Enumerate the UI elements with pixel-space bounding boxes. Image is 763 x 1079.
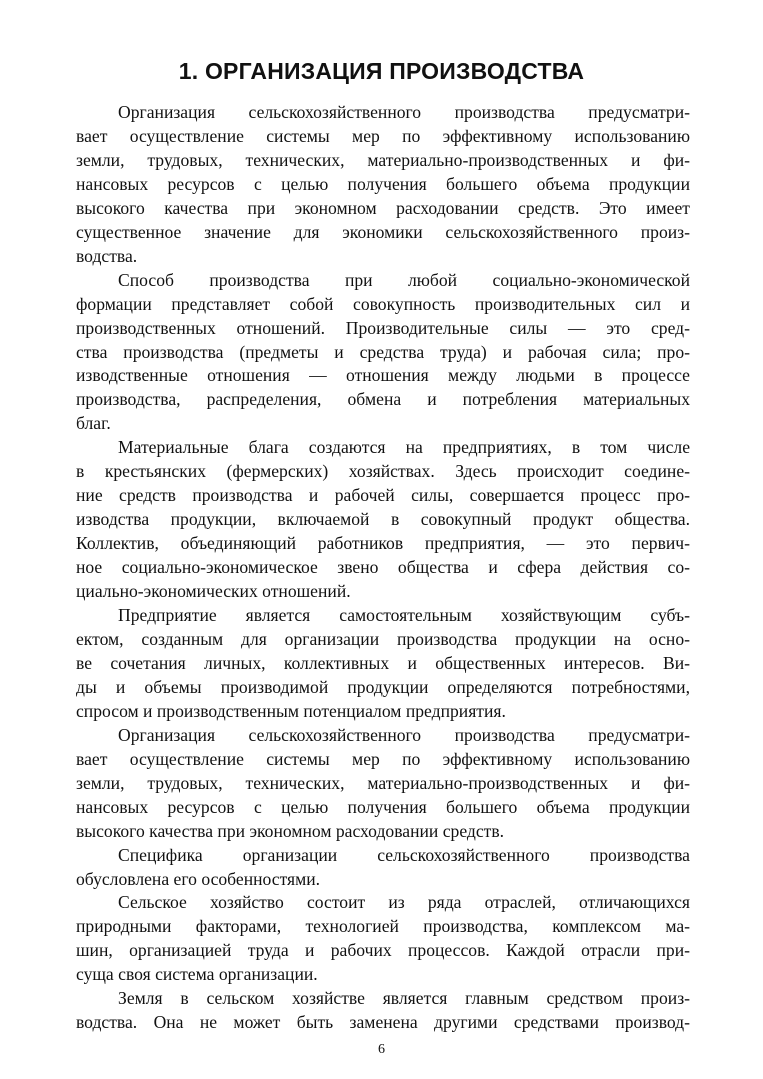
- text-line: производственных отношений. Производительные силы — это сред-: [76, 317, 690, 338]
- text-line: высокого качества при экономном расходовании средств.: [76, 820, 505, 841]
- text-line: производства, распределения, обмена и потребления материальных: [76, 389, 690, 410]
- text-line: высокого качества при экономном расходовании средств. Это имеет: [76, 197, 690, 218]
- text-line: природными факторами, технологией производства, комплексом ма-: [76, 916, 690, 937]
- text-line: Коллектив, объединяющий работников предприятия, — это первич-: [76, 533, 690, 554]
- text-line: Способ производства при любой социально-экономической: [118, 269, 690, 290]
- text-line: нансовых ресурсов с целью получения большего объема продукции: [76, 796, 690, 817]
- text-line: спросом и производственным потенциалом предприятия.: [76, 700, 506, 721]
- page-number: 6: [378, 1042, 385, 1057]
- text-line: изводственные отношения — отношения между людьми в процессе: [76, 365, 690, 386]
- text-line: шин, организацией труда и рабочих процессов. Каждой отрасли при-: [76, 940, 690, 961]
- text-line: земли, трудовых, технических, материально-производственных и фи-: [76, 149, 690, 170]
- text-line: вает осуществление системы мер по эффективному использованию: [76, 125, 690, 146]
- paragraph: [76, 891, 690, 987]
- text-line: земли, трудовых, технических, материально-производственных и фи-: [76, 772, 690, 793]
- text-line: изводства продукции, включаемой в совокупный продукт общества.: [76, 509, 690, 530]
- text-line: водства.: [76, 245, 138, 266]
- paragraph: [76, 604, 690, 724]
- text-line: ектом, созданным для организации производства продукции на осно-: [76, 628, 690, 649]
- text-line: в крестьянских (фермерских) хозяйствах. Здесь происходит соедине-: [76, 461, 690, 482]
- text-line: суща своя система организации.: [76, 964, 318, 985]
- text-line: обусловлена его особенностями.: [76, 868, 321, 889]
- paragraph: [76, 101, 690, 269]
- text-line: ды и объемы производимой продукции определяются потребностями,: [76, 676, 690, 697]
- text-line: циально-экономических отношений.: [76, 581, 351, 602]
- text-line: ве сочетания личных, коллективных и общественных интересов. Ви-: [76, 652, 690, 673]
- text-line: ние средств производства и рабочей силы, совершается процесс про-: [76, 485, 690, 506]
- text-line: Организация сельскохозяйственного производства предусматри-: [118, 724, 690, 745]
- text-line: ства производства (предметы и средства труда) и рабочая сила; про-: [76, 341, 690, 362]
- text-line: водства. Она не может быть заменена другими средствами производ-: [76, 1012, 690, 1033]
- text-line: Материальные блага создаются на предприятиях, в том числе: [118, 437, 690, 458]
- paragraph: [76, 269, 690, 437]
- paragraph: [76, 724, 690, 844]
- text-line: формации представляет собой совокупность производительных сил и: [76, 293, 690, 314]
- paragraph: [76, 436, 690, 604]
- text-line: благ.: [76, 413, 111, 434]
- text-line: нансовых ресурсов с целью получения большего объема продукции: [76, 173, 690, 194]
- text-line: существенное значение для экономики сельскохозяйственного произ-: [76, 221, 690, 242]
- paragraph: [76, 987, 690, 1035]
- text-line: ное социально-экономическое звено общества и сфера действия со-: [76, 557, 690, 578]
- body-text: [76, 101, 690, 1035]
- text-line: Земля в сельском хозяйстве является главным средством произ-: [118, 988, 690, 1009]
- text-line: вает осуществление системы мер по эффективному использованию: [76, 748, 690, 769]
- text-line: Организация сельскохозяйственного производства предусматри-: [118, 102, 690, 122]
- chapter-title: 1. ОРГАНИЗАЦИЯ ПРОИЗВОДСТВА: [178, 58, 585, 84]
- text-line: Специфика организации сельскохозяйственного производства: [118, 844, 690, 865]
- text-line: Предприятие является самостоятельным хозяйствующим субъ-: [118, 605, 690, 626]
- paragraph: [76, 844, 690, 892]
- text-line: Сельское хозяйство состоит из ряда отраслей, отличающихся: [118, 892, 690, 913]
